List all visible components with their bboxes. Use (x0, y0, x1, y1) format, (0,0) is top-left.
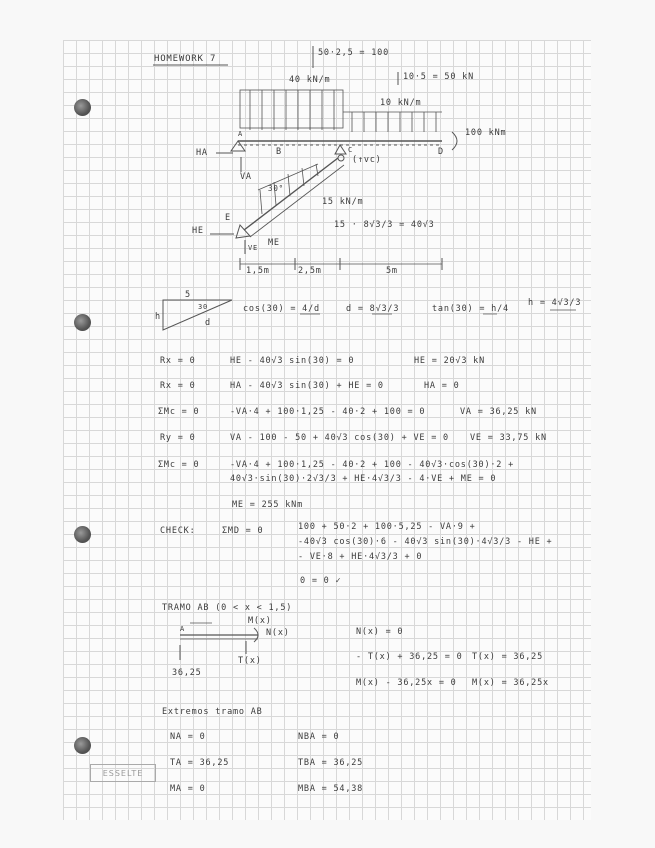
tramo-eq-2-result: T(x) = 36,25 (472, 652, 544, 662)
angle-label: 30° (268, 184, 284, 193)
extremo-ta: TA = 36,25 (170, 758, 230, 768)
node-c-label: C (348, 146, 354, 154)
extremo-tba: TBA = 36,25 (298, 758, 364, 768)
check-line-2: -40√3 cos(30)·6 - 40√3 sin(30)·4√3/3 - HE + (298, 537, 553, 547)
eq-1-rhs: HE - 40√3 sin(30) = 0 (230, 356, 355, 366)
moment-arc (452, 132, 457, 150)
check-line-1: 100 + 50·2 + 100·5,25 - VA·9 + (298, 522, 476, 532)
me-label: ME (268, 238, 280, 248)
inclined-resultant-label: 15 · 8√3/3 = 40√3 (334, 220, 435, 230)
inclined-member (244, 158, 338, 230)
udl-arrows (250, 90, 334, 130)
udl-label: 40 kN/m (289, 75, 331, 85)
ve-label: VE (248, 244, 259, 252)
eq-2-rhs: HA - 40√3 sin(30) + HE = 0 (230, 381, 384, 391)
triangle-top-label: 5 (185, 290, 191, 300)
support-c (335, 145, 346, 154)
tramo-eq-3: M(x) - 36,25x = 0 (356, 678, 457, 688)
check-line-3: - VE·8 + HE·4√3/3 + 0 (298, 552, 423, 562)
extremo-na: NA = 0 (170, 732, 206, 742)
h-value: h = 4√3/3 (528, 298, 582, 308)
d-value: d = 8√3/3 (346, 304, 400, 314)
eq-3-rhs: -VA·4 + 100·1,25 - 40·2 + 100 = 0 (230, 407, 426, 417)
eq-1-result: HE = 20√3 kN (414, 356, 486, 366)
triangle-angle-label: 30 (198, 303, 209, 311)
dim-2-label: 2,5m (298, 266, 322, 276)
eq-3-result: VA = 36,25 kN (460, 407, 537, 417)
moment-label: 100 kNm (465, 128, 507, 138)
extremo-ma: MA = 0 (170, 784, 206, 794)
extremos-title: Extremos tramo AB (162, 707, 263, 717)
moment-eq-result: ME = 255 kNm (232, 500, 304, 510)
tramo-title: TRAMO AB (0 < x < 1,5) (162, 603, 293, 613)
triangle-h-label: h (155, 312, 161, 322)
udl-block (240, 90, 343, 128)
dim-3-label: 5m (386, 266, 398, 276)
udl-right-arrows (352, 112, 436, 132)
tramo-nx: N(x) (266, 628, 290, 638)
support-a (231, 141, 245, 151)
moment-eq-line-2: 40√3·sin(30)·2√3/3 + HE·4√3/3 - 4·VE + ME = 0 (230, 474, 497, 484)
cos-relation: cos(30) = 4/d (243, 304, 320, 314)
check-label: CHECK: (160, 526, 196, 536)
ha-label: HA (196, 148, 208, 158)
hinge-c (338, 155, 344, 161)
eq-2-result: HA = 0 (424, 381, 460, 391)
node-b-label: B (276, 147, 282, 157)
udl-right-label: 10 kN/m (380, 98, 422, 108)
eq-4-rhs: VA - 100 - 50 + 40√3 cos(30) + VE = 0 (230, 433, 449, 443)
extremo-nba: NBA = 0 (298, 732, 340, 742)
tc-label: (↑vc) (352, 155, 382, 165)
node-e-label: E (225, 213, 231, 223)
node-d-label: D (438, 147, 444, 157)
eq-4-lhs: Ry = 0 (160, 433, 196, 443)
tan-relation: tan(30) = h/4 (432, 304, 509, 314)
node-a-label: A (238, 130, 244, 138)
eq-3-lhs: ΣMc = 0 (158, 407, 200, 417)
moment-eq-line-1: -VA·4 + 100·1,25 - 40·2 + 100 - 40√3·cos(30)·2 + (230, 460, 515, 470)
va-label: VA (240, 172, 252, 182)
inclined-load-label: 15 kN/m (322, 197, 364, 207)
inclined-load-arrows (258, 164, 318, 214)
eq-2-lhs: Rx = 0 (160, 381, 196, 391)
tramo-mx: M(x) (248, 616, 272, 626)
page-title: HOMEWORK 7 (154, 54, 217, 64)
brand-stamp: ESSELTE (90, 764, 156, 782)
check-lhs: ΣMD = 0 (222, 526, 264, 536)
tramo-eq-2: - T(x) + 36,25 = 0 (356, 652, 463, 662)
extremo-mba: MBA = 54,38 (298, 784, 364, 794)
dim-1-label: 1,5m (246, 266, 270, 276)
eq-4-result: VE = 33,75 kN (470, 433, 547, 443)
tramo-tx: T(x) (238, 656, 262, 666)
load-top-label: 50·2,5 = 100 (318, 48, 390, 58)
moment-eq-lhs: ΣMc = 0 (158, 460, 200, 470)
he-label: HE (192, 226, 204, 236)
point-load-label: 10·5 = 50 kN (403, 72, 475, 82)
check-result: 0 = 0 ✓ (300, 576, 342, 586)
tramo-node: A (180, 625, 186, 633)
tramo-eq-1: N(x) = 0 (356, 627, 404, 637)
eq-1-lhs: Rx = 0 (160, 356, 196, 366)
tramo-load: 36,25 (172, 668, 202, 678)
tramo-eq-3-result: M(x) = 36,25x (472, 678, 549, 688)
triangle-d-label: d (205, 318, 211, 328)
